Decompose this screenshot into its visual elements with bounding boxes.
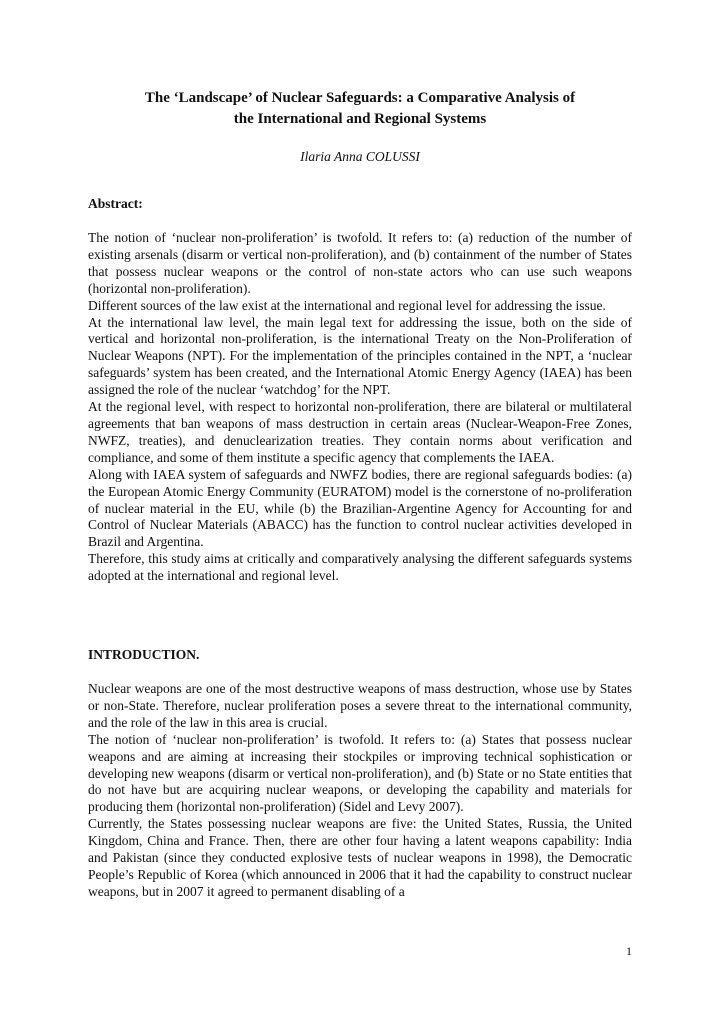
introduction-paragraph: Nuclear weapons are one of the most destructive weapons of mass destruction, whose use by States or non-State. Therefore, nuclear proliferation poses a severe threat to the international community, and the role of the law in this area is crucial. <box>88 681 632 730</box>
abstract-paragraph: Different sources of the law exist at the international and regional level for addressing the issue. <box>88 297 606 313</box>
abstract-paragraph: At the international law level, the main legal text for addressing the issue, both on the side of vertical and horizontal non-proliferation, is the international Treaty on the Non-Proliferation of Nuclear Weapons (NPT). For the implementation of the principles contained in the NPT, a ‘nuclear safeguards’ system has been created, and the International Atomic Energy Agency (IAEA) has been assigned the role of the nuclear ‘watchdog’ for the NPT. <box>88 314 632 398</box>
introduction-paragraph: Currently, the States possessing nuclear weapons are five: the United States, Russia, the United Kingdom, China and France. Then, there are other four having a latent weapons capability: India and Pakistan (since they conducted explosive tests of nuclear weapons in 1998), the Democratic People’s Republic of Korea (which announced in 2006 that it had the capability to construct nuclear weapons, but in 2007 it agreed to permanent disabling of a <box>88 816 632 899</box>
title-line-1: The ‘Landscape’ of Nuclear Safeguards: a Comparative Analysis of <box>144 90 576 106</box>
title-line-2: the International and Regional Systems <box>233 111 487 127</box>
author-name: Ilaria Anna COLUSSI <box>300 149 420 164</box>
abstract-paragraph: The notion of ‘nuclear non-proliferation’ is twofold. It refers to: (a) reduction of the number of existing arsenals (disarm or vertical non-proliferation), and (b) containment of the number of States that possess nuclear weapons or the control of non-state actors who can use such weapons (horizontal non-proliferation). <box>88 230 632 296</box>
abstract-paragraph: Along with IAEA system of safeguards and NWFZ bodies, there are regional safeguards bodies: (a) the European Atomic Energy Community (EURATOM) model is the cornerstone of no-proliferation of nuclear material in the EU, while (b) the Brazilian-Argentine Agency for Accounting for and Control of Nuclear Materials (ABACC) has the function to control nuclear activities developed in Brazil and Argentina. <box>88 466 632 550</box>
abstract-paragraph: At the regional level, with respect to horizontal non-proliferation, there are bilateral or multilateral agreements that ban weapons of mass destruction in certain areas (Nuclear-Weapon-Free Zones, NWFZ, treaties), and denuclearization treaties. They contain norms about verification and compliance, and some of them institute a specific agency that complements the IAEA. <box>88 399 632 465</box>
abstract-paragraph: Therefore, this study aims at critically and comparatively analysing the different safeguards systems adopted at the international and regional level. <box>88 551 632 584</box>
paper-title <box>88 88 632 130</box>
abstract-heading: Abstract: <box>88 196 143 211</box>
introduction-heading: INTRODUCTION. <box>88 647 200 662</box>
introduction-paragraph: The notion of ‘nuclear non-proliferation’ is twofold. It refers to: (a) States that possess nuclear weapons and are aiming at increasing their stockpiles or improving technical sophistication or developing new weapons (disarm or vertical non-proliferation), and (b) State or no State entities that do not have but are acquiring nuclear weapons, or developing the capability and materials for producing them (horizontal non-proliferation) (Sidel and Levy 2007). <box>88 731 632 815</box>
abstract-body <box>88 230 632 585</box>
page-number: 1 <box>626 944 632 958</box>
introduction-body <box>88 681 632 901</box>
